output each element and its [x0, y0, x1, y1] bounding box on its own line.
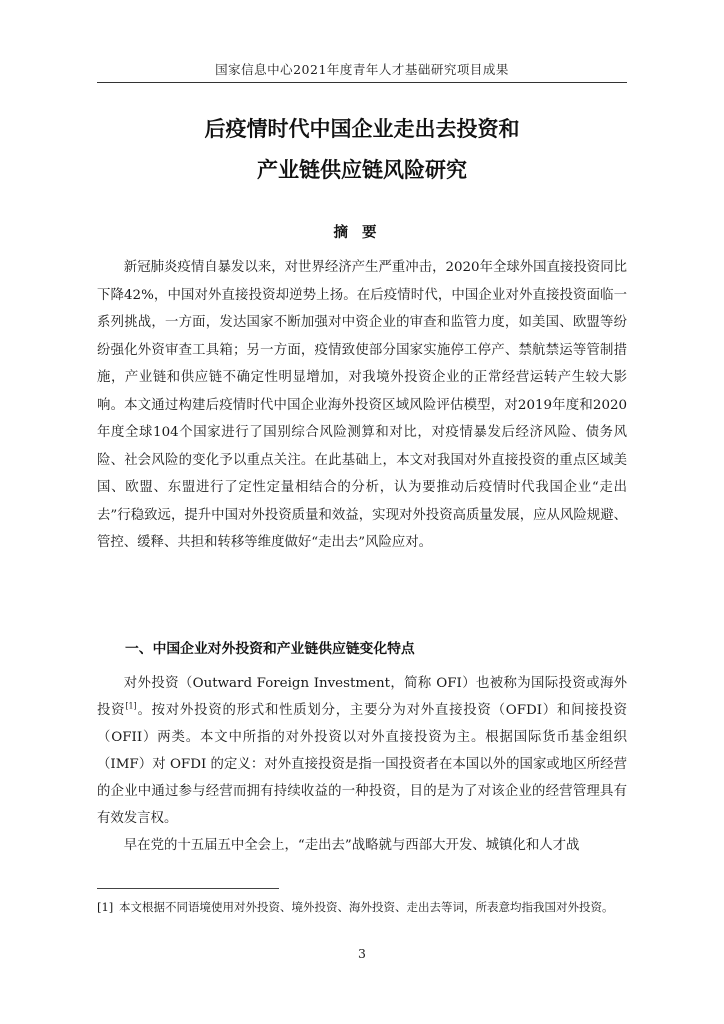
abstract-heading: 摘要 [333, 225, 391, 241]
section-heading: 一、中国企业对外投资和产业链供应链变化特点 [125, 641, 415, 657]
footnote-reference[interactable]: [1] [125, 701, 137, 711]
footnote-marker: [1] [97, 900, 114, 914]
body-paragraph-1-text-a: 对外投资（Outward Foreign Investment，简称 OFI）也被称为国际投资或海外投资 [97, 676, 627, 718]
body-paragraph-1-text-b: 。按对外投资的形式和性质划分，主要分为对外直接投资（OFDI）和间接投资（OFII）两类。本文中所指的对外投资以对外直接投资为主。根据国际货币基金组织（IMF）对 OFDI 的定义：对外直接投资是指一国投资者在本国以外的国家或地区所经营的企业中通过参与经营而拥有持续收益的一种投资，目的是为了对该企业的经营管理具有有效发言权。 [97, 703, 628, 826]
footnote-text: 本文根据不同语境使用对外投资、境外投资、海外投资、走出去等词，所表意均指我国对外投资。 [119, 900, 614, 914]
page-number: 3 [358, 946, 366, 961]
header-rule [97, 82, 627, 83]
footnote-rule [97, 888, 279, 889]
paper-title-line-2: 产业链供应链风险研究 [257, 158, 467, 182]
paper-title-line-1: 后疫情时代中国企业走出去投资和 [204, 117, 520, 141]
body-paragraph-2: 早在党的十五届五中全会上，“走出去”战略就与西部大开发、城镇化和人才战 [123, 838, 580, 853]
body-paragraph-1 [97, 670, 627, 832]
footnote [97, 896, 627, 918]
abstract-text: 新冠肺炎疫情自暴发以来，对世界经济产生严重冲击，2020年全球外国直接投资同比下降42%，中国对外直接投资却逆势上扬。在后疫情时代，中国企业对外直接投资面临一系列挑战，一方面，发达国家不断加强对中资企业的审查和监管力度，如美国、欧盟等纷纷强化外资审查工具箱；另一方面，疫情致使部分国家实施停工停产、禁航禁运等管制措施，产业链和供应链不确定性明显增加，对我境外投资企业的正常经营运转产生较大影响。本文通过构建后疫情时代中国企业海外投资区域风险评估模型，对2019年度和2020年度全球104个国家进行了国别综合风险测算和对比，对疫情暴发后经济风险、债务风险、社会风险的变化予以重点关注。在此基础上，本文对我国对外直接投资的重点区域美国、欧盟、东盟进行了定性定量相结合的分析，认为要推动后疫情时代我国企业“走出去”行稳致远，提升中国对外投资质量和效益，实现对外投资高质量发展，应从风险规避、管控、缓释、共担和转移等维度做好“走出去”风险应对。 [97, 260, 627, 550]
running-header: 国家信息中心2021年度青年人才基础研究项目成果 [215, 62, 509, 77]
